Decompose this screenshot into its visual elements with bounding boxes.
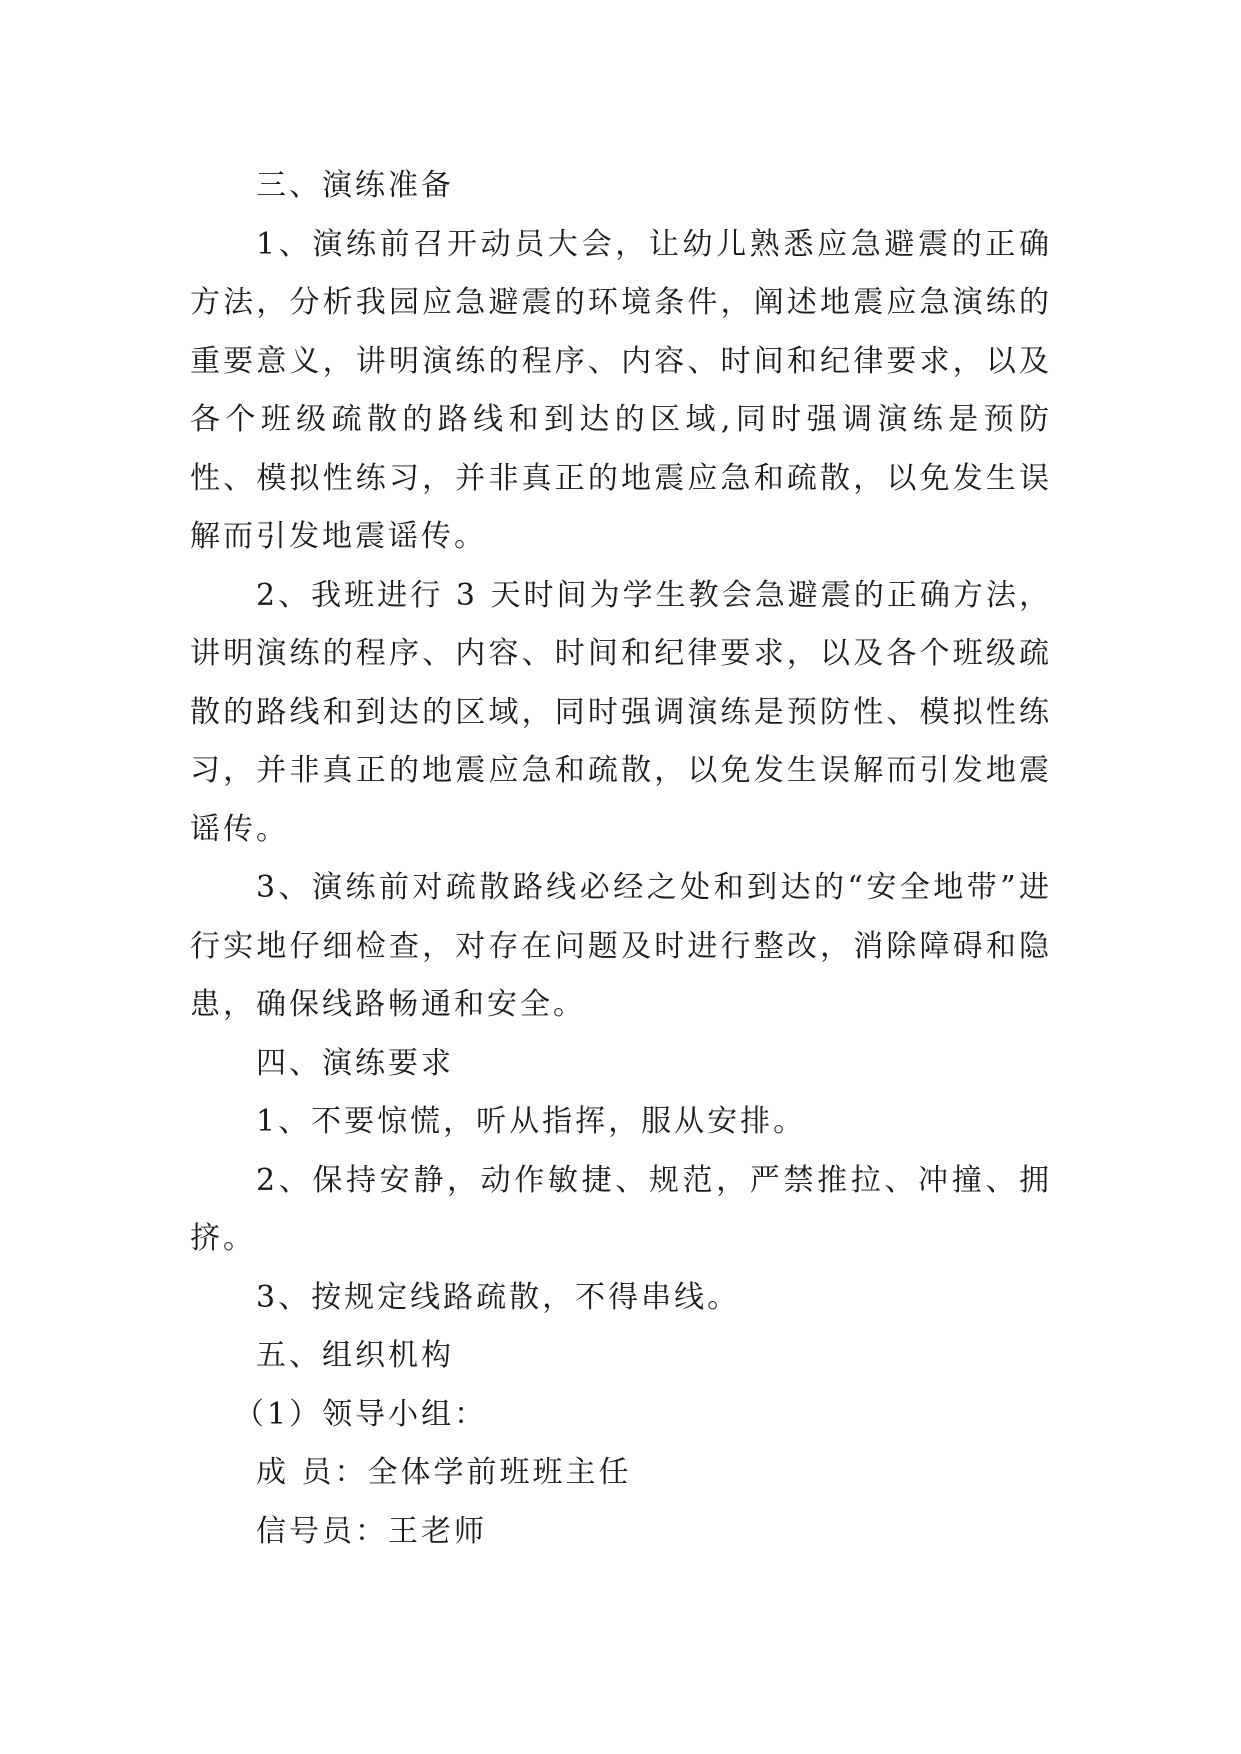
paragraph-preparation-3: 3、演练前对疏散路线必经之处和到达的“安全地带”进行实地仔细检查，对存在问题及时进行整改，消除障碍和隐患，确保线路畅通和安全。 — [190, 870, 1052, 1022]
paragraph-leadership-group: （1）领导小组： — [234, 1396, 488, 1432]
paragraph-members: 成 员：全体学前班班主任 — [256, 1455, 632, 1490]
paragraph-preparation-2: 2、我班进行 3 天时间为学生教会急避震的正确方法，讲明演练的程序、内容、时间和纪律要求，以及各个班级疏散的路线和到达的区域，同时强调演练是预防性、模拟性练习，并非真正的地震应急和疏散，以免发生误解而引发地震谣传。 — [190, 577, 1052, 847]
paragraph-requirement-1: 1、不要惊慌，听从指挥，服从安排。 — [256, 1104, 807, 1139]
section-heading-organization: 五、组织机构 — [256, 1338, 454, 1373]
document-body — [190, 157, 1052, 1561]
paragraph-requirement-3: 3、按规定线路疏散，不得串线。 — [256, 1279, 741, 1315]
paragraph-requirement-2: 2、保持安静，动作敏捷、规范，严禁推拉、冲撞、拥挤。 — [190, 1162, 1052, 1256]
section-heading-preparation: 三、演练准备 — [256, 168, 454, 203]
paragraph-signaler: 信号员：王老师 — [256, 1513, 487, 1549]
paragraph-preparation-1: 1、演练前召开动员大会，让幼儿熟悉应急避震的正确方法，分析我园应急避震的环境条件，阐述地震应急演练的重要意义，讲明演练的程序、内容、时间和纪律要求，以及各个班级疏散的路线和到达的区域,同时强调演练是预防性、模拟性练习，并非真正的地震应急和疏散，以免发生误解而引发地震谣传。 — [190, 226, 1052, 554]
section-heading-requirements: 四、演练要求 — [256, 1045, 454, 1081]
